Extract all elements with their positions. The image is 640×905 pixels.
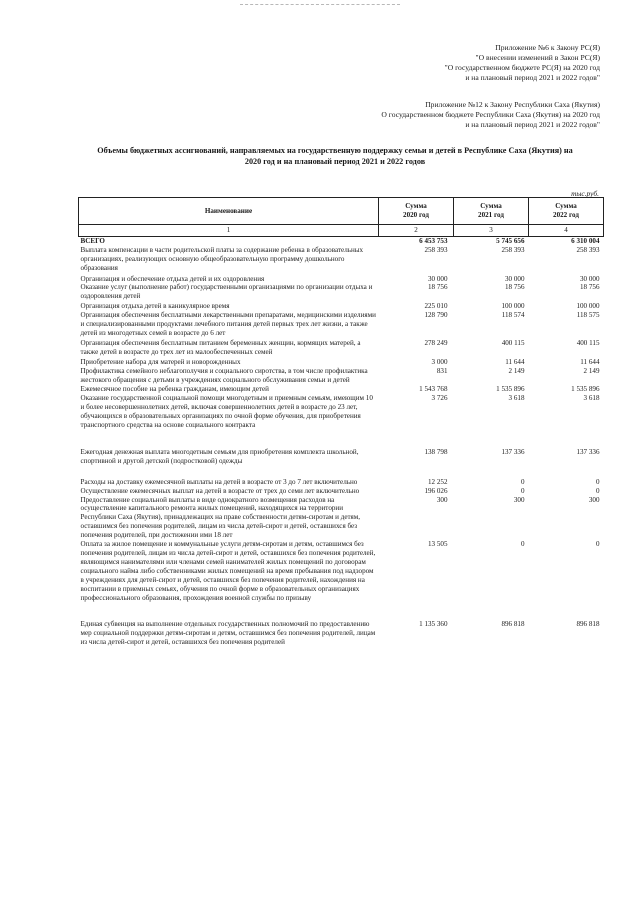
row-name: Оказание государственной социальной помощи многодетным и приемным семьям, имеющим 10 и более несовершеннолетних детей, включая совершеннолетних детей в возрасте до 23 лет, обучающихся в образовательных организациях по очной форме обучения, для приобретения транспортного средства на основе социального контракта xyxy=(80,394,373,430)
row-value-2020: 138 798 xyxy=(424,447,448,456)
row-name: ВСЕГО xyxy=(80,236,105,245)
row-value-2022: 896 818 xyxy=(576,620,600,629)
row-name: Оплата за жилое помещение и коммунальные услуги детям-сиротам и детям, оставшимся без попечения родителей, лицам из числа детей-сирот и детей, оставшихся без попечения родителей, являющимся нанимателями или членами семей нанимателей жилых помещений по договорам социального найма либо собственниками жилых помещений на время пребывания под надзором в учреждениях для детей-сирот и детей, оставшихся без попечения родителей, нахождения на воспитании в приемных семьях, обучения по очной форме в образовательных организациях профессионального образования, прохождения военной службы по призыву xyxy=(80,540,376,602)
column-number: 2 xyxy=(379,225,454,237)
row-value-2020: 258 393 xyxy=(424,245,448,254)
table-row xyxy=(79,339,604,358)
column-header-line: 2022 год xyxy=(553,211,579,219)
appendix-header-line: и на плановый период 2021 и 2022 годов" xyxy=(465,120,600,129)
row-value-2022: 258 393 xyxy=(576,245,600,254)
row-value-2022: 30 000 xyxy=(579,274,600,283)
row-value-2020: 3 000 xyxy=(431,357,448,366)
row-value-2022: 1 535 896 xyxy=(571,385,600,394)
row-name: Предоставление социальной выплаты в виде однократного возмещения расходов на осуществление капитального ремонта жилых помещений, находящихся на территории Республики Саха (Якутия), принадлежащих на праве собственности детям-сиротам и детям, оставшимся без попечения родителей, лицам из числа детей-сирот и детей, оставшихся без попечения родителей, при достижении ими 18 лет xyxy=(80,495,361,540)
row-name: Организация обеспечения бесплатными лекарственными препаратами, медицинскими изделиями и специализированными продуктами лечебного питания детей первых трех лет жизни, а также детей из многодетных семей в возрасте до 6 лет xyxy=(80,311,376,337)
row-value-2020: 225 010 xyxy=(424,302,448,311)
row-value-2022: 300 xyxy=(588,495,600,504)
table-row xyxy=(79,448,604,478)
table-row xyxy=(79,246,604,275)
row-value-2020: 278 249 xyxy=(424,338,448,347)
row-value-2020: 128 790 xyxy=(424,311,448,320)
table-row xyxy=(79,302,604,311)
row-value-2022: 118 575 xyxy=(576,311,600,320)
budget-table xyxy=(78,197,604,669)
row-value-2020: 13 505 xyxy=(427,540,448,549)
table-row xyxy=(79,311,604,339)
row-value-2020: 30 000 xyxy=(427,274,448,283)
row-value-2021: 18 756 xyxy=(504,283,525,292)
row-value-2021: 30 000 xyxy=(504,274,525,283)
column-header-name: Наименование xyxy=(79,198,379,225)
table-body xyxy=(79,236,604,669)
row-name: Единая субвенция на выполнение отдельных государственных полномочий по предоставлению мер социальной поддержки детям-сиротам и детям, оставшимся без попечения родителей, лицам из числа детей-сирот и детей, оставшихся без попечения родителей xyxy=(80,620,376,647)
column-header-2022 xyxy=(529,198,604,225)
document-title-line: 2020 год и на плановый период 2021 и 2022 годов xyxy=(244,157,426,166)
row-name: Осуществление ежемесячных выплат на детей в возрасте от трех до семи лет включительно xyxy=(80,486,360,495)
row-value-2021: 2 149 xyxy=(508,366,525,375)
row-name: Приобретение набора для матерей и новорожденных xyxy=(80,357,241,366)
units-label: тыс.руб. xyxy=(571,189,599,198)
row-value-2020: 3 726 xyxy=(431,394,448,403)
column-header-line: Сумма xyxy=(555,202,577,211)
row-value-2022: 0 xyxy=(595,540,600,549)
table-row xyxy=(79,394,604,448)
column-header-2020 xyxy=(379,198,454,225)
document-title xyxy=(70,145,600,167)
column-header-line: Сумма xyxy=(405,202,427,211)
column-number: 4 xyxy=(529,225,604,237)
row-value-2022: 0 xyxy=(595,486,600,495)
row-value-2021: 118 574 xyxy=(501,311,525,320)
row-value-2021: 3 618 xyxy=(508,394,525,403)
row-value-2021: 11 644 xyxy=(505,357,525,366)
table-row xyxy=(79,385,604,394)
column-number: 3 xyxy=(454,225,529,237)
appendix-header-12 xyxy=(381,100,600,130)
column-number: 1 xyxy=(79,225,379,237)
appendix-header-line: О государственном бюджете Республики Саха (Якутия) на 2020 год xyxy=(381,110,600,119)
row-value-2022: 0 xyxy=(595,477,600,486)
row-name: Организация обеспечения бесплатным питанием беременных женщин, кормящих матерей, а также детей в возрасте до трех лет из малообеспеченных семей xyxy=(80,338,361,356)
table-row xyxy=(79,620,604,669)
row-value-2022: 137 336 xyxy=(576,447,600,456)
appendix-header-line: Приложение №12 к Закону Республики Саха (Якутия) xyxy=(425,100,600,109)
row-value-2020: 12 252 xyxy=(427,477,448,486)
row-name: Организация и обеспечение отдыха детей и их оздоровления xyxy=(80,274,265,283)
appendix-header-line: Приложение №6 к Закону РС(Я) xyxy=(495,43,600,52)
row-value-2022: 100 000 xyxy=(576,302,600,311)
row-value-2022: 18 756 xyxy=(579,283,600,292)
row-name: Ежегодная денежная выплата многодетным семьям для приобретения комплекта школьной, спортивной и другой детской (подростковой) одежды xyxy=(80,447,359,465)
table-row xyxy=(79,540,604,620)
row-name: Выплата компенсации в части родительской платы за содержание ребенка в образовательных организациях, реализующих основную общеобразовательную программу дошкольного образования xyxy=(80,245,364,272)
row-value-2021: 1 535 896 xyxy=(496,385,525,394)
column-header-line: Сумма xyxy=(480,202,502,211)
row-value-2020: 1 135 360 xyxy=(419,620,448,629)
row-value-2021: 400 115 xyxy=(501,338,525,347)
table-row xyxy=(79,367,604,386)
row-value-2021: 5 745 656 xyxy=(496,236,525,245)
row-value-2021: 258 393 xyxy=(501,245,525,254)
table-row xyxy=(79,358,604,367)
table-row xyxy=(79,496,604,541)
table-row xyxy=(79,478,604,487)
row-value-2020: 831 xyxy=(436,366,448,375)
row-value-2020: 196 026 xyxy=(424,486,448,495)
row-name: Профилактика семейного неблагополучия и социального сиротства, в том числе профилактика жестокого обращения с детьми в учреждениях социального обслуживания семьи и детей xyxy=(80,366,368,384)
row-value-2020: 1 543 768 xyxy=(419,385,448,394)
row-name: Оказание услуг (выполнение работ) государственными организациями по организации отдыха и оздоровления детей xyxy=(80,283,373,301)
row-value-2021: 100 000 xyxy=(501,302,525,311)
column-header-line: 2020 год xyxy=(403,211,429,219)
row-name: Ежемесячное пособие на ребенка гражданам, имеющим детей xyxy=(80,385,269,394)
row-value-2022: 3 618 xyxy=(583,394,600,403)
row-value-2021: 0 xyxy=(520,486,525,495)
scan-artifact-line xyxy=(240,4,400,6)
row-value-2021: 0 xyxy=(520,540,525,549)
column-header-2021 xyxy=(454,198,529,225)
row-value-2020: 300 xyxy=(436,495,448,504)
table-row xyxy=(79,283,604,302)
row-name: Организация отдыха детей в каникулярное время xyxy=(80,302,230,311)
table-row-total xyxy=(79,236,604,245)
row-name: Расходы на доставку ежемесячной выплаты на детей в возрасте от 3 до 7 лет включительно xyxy=(80,477,358,486)
row-value-2022: 400 115 xyxy=(576,338,600,347)
appendix-header-line: "О государственном бюджете РС(Я) на 2020 год xyxy=(444,63,600,72)
row-value-2021: 896 818 xyxy=(501,620,525,629)
row-value-2022: 2 149 xyxy=(583,366,600,375)
row-value-2020: 6 453 753 xyxy=(419,236,448,245)
row-value-2021: 137 336 xyxy=(501,447,525,456)
row-value-2020: 18 756 xyxy=(427,283,448,292)
table-row xyxy=(79,275,604,284)
row-value-2022: 6 310 004 xyxy=(571,236,600,245)
row-value-2021: 0 xyxy=(520,477,525,486)
appendix-header-6 xyxy=(445,43,600,83)
appendix-header-line: и на плановый период 2021 и 2022 годов" xyxy=(465,73,600,82)
row-value-2022: 11 644 xyxy=(580,357,600,366)
document-title-line: Объемы бюджетных ассигнований, направляемых на государственную поддержку семьи и детей в Республике Саха (Якутия) на xyxy=(97,146,573,155)
appendix-header-line: "О внесении изменений в Закон РС(Я) xyxy=(475,53,600,62)
row-value-2021: 300 xyxy=(513,495,525,504)
column-header-line: 2021 год xyxy=(478,211,504,219)
table-row xyxy=(79,487,604,496)
